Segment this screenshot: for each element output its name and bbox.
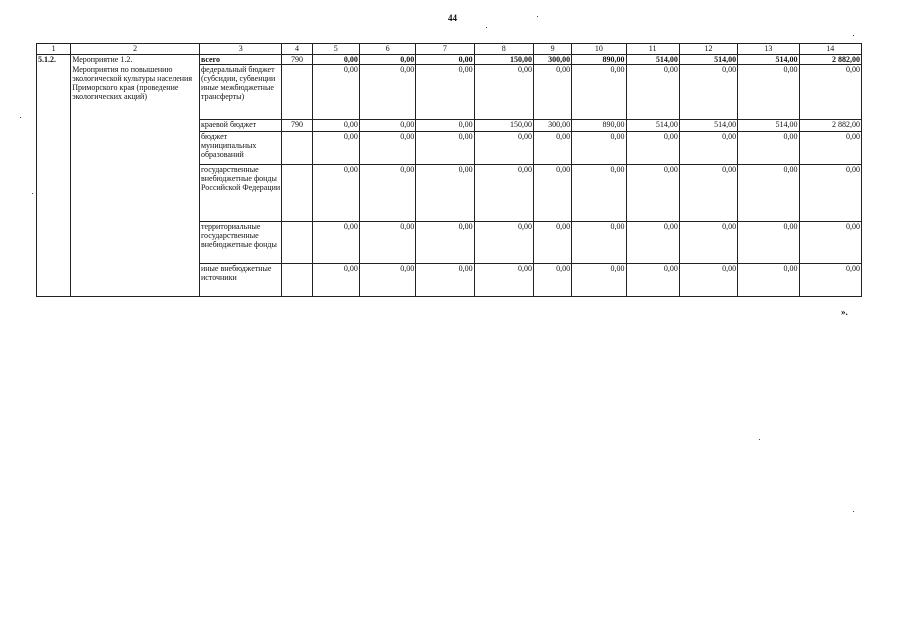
- value-cell: 0,00: [738, 264, 799, 297]
- value-cell: 0,00: [799, 132, 861, 165]
- page-number: 44: [448, 13, 457, 23]
- value-cell: 0,00: [312, 132, 359, 165]
- funding-source: краевой бюджет: [199, 120, 282, 132]
- funding-source: территориальные государственные внебюджетные фонды: [199, 222, 282, 264]
- funding-source: федеральный бюджет (субсидии, субвенции иные межбюджетные трансферты): [199, 65, 282, 120]
- value-cell: 0,00: [572, 132, 626, 165]
- budget-code: 790: [282, 120, 312, 132]
- value-cell: 0,00: [679, 65, 737, 120]
- value-cell: 0,00: [626, 132, 679, 165]
- value-cell: 2 882,00: [799, 120, 861, 132]
- scan-speck: [853, 35, 854, 36]
- value-cell: 0,00: [416, 132, 474, 165]
- value-cell: 0,00: [572, 65, 626, 120]
- column-header: 8: [474, 44, 533, 55]
- value-cell: 0,00: [312, 264, 359, 297]
- value-cell: 0,00: [533, 222, 571, 264]
- value-cell: 0,00: [738, 65, 799, 120]
- value-cell: 0,00: [359, 264, 415, 297]
- value-cell: 0,00: [626, 165, 679, 222]
- value-cell: 0,00: [626, 264, 679, 297]
- value-cell: 0,00: [572, 264, 626, 297]
- scan-speck: [32, 193, 33, 194]
- value-cell: 150,00: [474, 55, 533, 65]
- column-header: 1: [37, 44, 71, 55]
- value-cell: 514,00: [738, 120, 799, 132]
- table-row: [37, 65, 862, 120]
- value-cell: 0,00: [626, 65, 679, 120]
- value-cell: 0,00: [359, 132, 415, 165]
- scan-speck: [20, 117, 21, 118]
- value-cell: 514,00: [738, 55, 799, 65]
- value-cell: 0,00: [416, 120, 474, 132]
- value-cell: 0,00: [416, 222, 474, 264]
- scan-speck: [537, 16, 538, 17]
- funding-source: всего: [199, 55, 282, 65]
- value-cell: 0,00: [572, 165, 626, 222]
- budget-code: [282, 65, 312, 120]
- value-cell: 0,00: [679, 132, 737, 165]
- value-cell: 514,00: [679, 55, 737, 65]
- value-cell: 514,00: [626, 120, 679, 132]
- value-cell: 0,00: [533, 165, 571, 222]
- value-cell: 0,00: [359, 222, 415, 264]
- value-cell: 0,00: [359, 120, 415, 132]
- scan-speck: [486, 27, 487, 28]
- value-cell: 0,00: [799, 165, 861, 222]
- value-cell: 0,00: [533, 264, 571, 297]
- column-header: 9: [533, 44, 571, 55]
- value-cell: 0,00: [799, 222, 861, 264]
- value-cell: 0,00: [474, 222, 533, 264]
- funding-source: государственные внебюджетные фонды Российской Федерации: [199, 165, 282, 222]
- value-cell: 0,00: [312, 222, 359, 264]
- value-cell: 0,00: [474, 65, 533, 120]
- budget-code: [282, 165, 312, 222]
- value-cell: 0,00: [416, 65, 474, 120]
- value-cell: 0,00: [738, 132, 799, 165]
- value-cell: 150,00: [474, 120, 533, 132]
- closing-quote-mark: ».: [841, 307, 848, 317]
- value-cell: 0,00: [359, 165, 415, 222]
- budget-table: [36, 43, 862, 297]
- value-cell: 890,00: [572, 120, 626, 132]
- value-cell: 0,00: [799, 65, 861, 120]
- column-header: 2: [71, 44, 200, 55]
- value-cell: 890,00: [572, 55, 626, 65]
- value-cell: 0,00: [416, 55, 474, 65]
- value-cell: 514,00: [679, 120, 737, 132]
- budget-code: 790: [282, 55, 312, 65]
- value-cell: 0,00: [799, 264, 861, 297]
- column-header: 14: [799, 44, 861, 55]
- column-header: 7: [416, 44, 474, 55]
- value-cell: 0,00: [738, 165, 799, 222]
- value-cell: 0,00: [312, 65, 359, 120]
- item-code: 5.1.2.: [37, 55, 71, 297]
- value-cell: 0,00: [359, 55, 415, 65]
- column-header: 3: [199, 44, 282, 55]
- column-header: 11: [626, 44, 679, 55]
- value-cell: 0,00: [572, 222, 626, 264]
- column-number-row: [37, 44, 862, 55]
- value-cell: 0,00: [416, 264, 474, 297]
- scan-speck: [759, 439, 760, 440]
- event-description: Мероприятия по повышению экологической культуры населения Приморского края (проведение экологических акций): [71, 65, 200, 297]
- column-header: 4: [282, 44, 312, 55]
- value-cell: 0,00: [533, 65, 571, 120]
- event-title: Мероприятие 1.2.: [71, 55, 200, 65]
- value-cell: 0,00: [359, 65, 415, 120]
- value-cell: 0,00: [679, 222, 737, 264]
- funding-source: иные внебюджетные источники: [199, 264, 282, 297]
- value-cell: 0,00: [474, 165, 533, 222]
- value-cell: 0,00: [679, 264, 737, 297]
- value-cell: 514,00: [626, 55, 679, 65]
- value-cell: 0,00: [312, 55, 359, 65]
- column-header: 5: [312, 44, 359, 55]
- value-cell: 0,00: [533, 132, 571, 165]
- value-cell: 0,00: [312, 120, 359, 132]
- budget-code: [282, 132, 312, 165]
- value-cell: 0,00: [474, 264, 533, 297]
- value-cell: 0,00: [416, 165, 474, 222]
- column-header: 13: [738, 44, 799, 55]
- funding-source: бюджет муниципальных образований: [199, 132, 282, 165]
- value-cell: 0,00: [738, 222, 799, 264]
- scan-speck: [853, 511, 854, 512]
- budget-code: [282, 222, 312, 264]
- value-cell: 0,00: [312, 165, 359, 222]
- value-cell: 300,00: [533, 120, 571, 132]
- value-cell: 0,00: [626, 222, 679, 264]
- column-header: 12: [679, 44, 737, 55]
- value-cell: 2 882,00: [799, 55, 861, 65]
- value-cell: 0,00: [679, 165, 737, 222]
- value-cell: 0,00: [474, 132, 533, 165]
- table-row-total: [37, 55, 862, 65]
- value-cell: 300,00: [533, 55, 571, 65]
- budget-code: [282, 264, 312, 297]
- column-header: 6: [359, 44, 415, 55]
- column-header: 10: [572, 44, 626, 55]
